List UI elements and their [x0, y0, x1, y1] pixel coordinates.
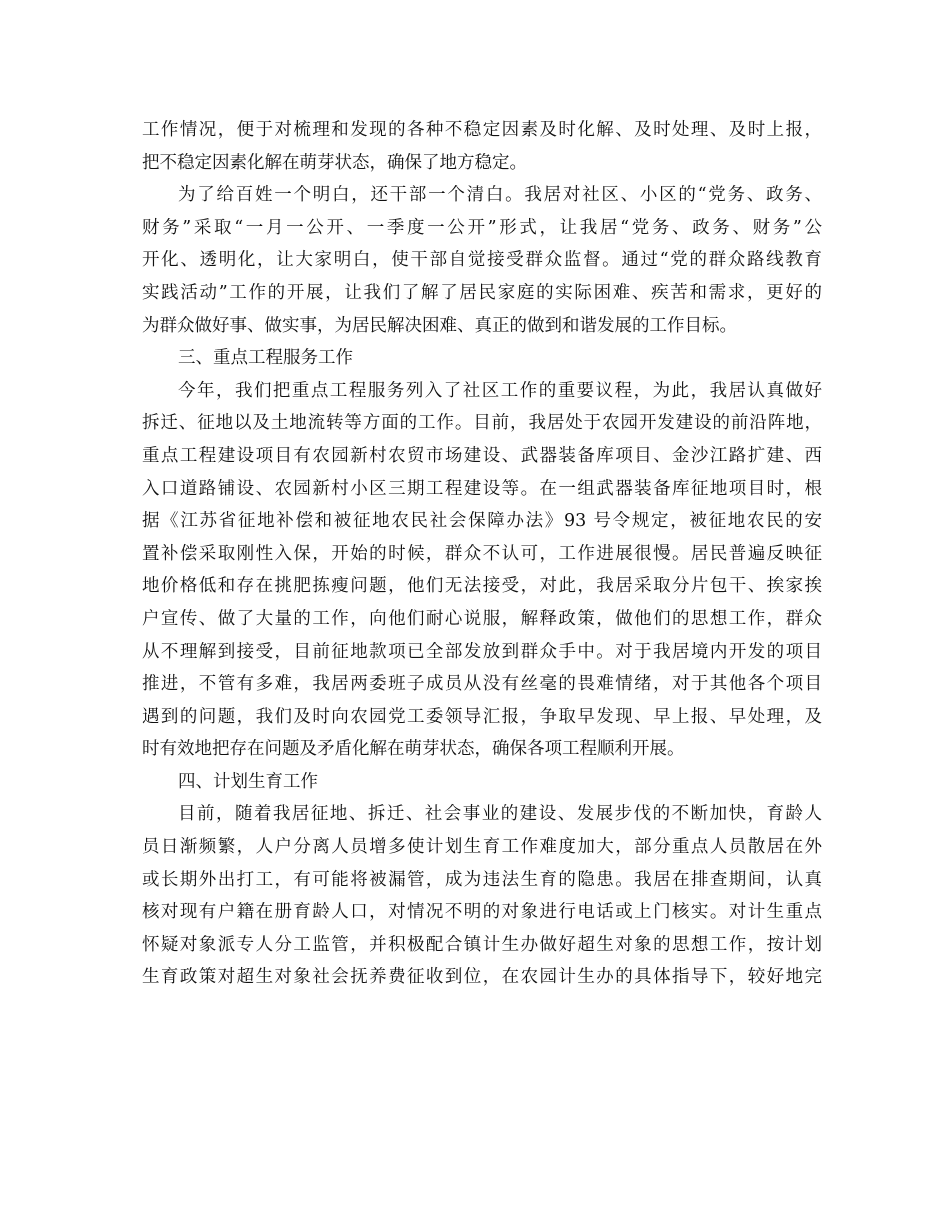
text-line: 工作情况，便于对梳理和发现的各种不稳定因素及时化解、及时处理、及时上报， — [142, 120, 822, 140]
text-line: 据《江苏省征地补偿和被征地农民社会保障办法》93 号令规定，被征地农民的安 — [142, 511, 822, 532]
section-heading: 三、重点工程服务工作 — [178, 348, 353, 369]
text-line: 遇到的问题，我们及时向农园党工委领导汇报，争取早发现、早上报、早处理，及 — [142, 706, 822, 727]
text-line: 置补偿采取刚性入保，开始的时候，群众不认可，工作进展很慢。居民普遍反映征 — [142, 543, 822, 564]
text-line: 时有效地把存在问题及矛盾化解在萌芽状态，确保各项工程顺利开展。 — [142, 739, 685, 760]
text-line: 户宣传、做了大量的工作，向他们耐心说服，解释政策，做他们的思想工作，群众 — [142, 608, 822, 629]
text-line: 重点工程建设项目有农园新村农贸市场建设、武器装备库项目、金沙江路扩建、西 — [142, 445, 822, 466]
text-line: 入口道路铺设、农园新村小区三期工程建设等。在一组武器装备库征地项目时，根 — [142, 478, 822, 499]
text-line: 怀疑对象派专人分工监管，并积极配合镇计生办做好超生对象的思想工作，按计划 — [142, 934, 822, 955]
text-line: 核对现有户籍在册育龄人口，对情况不明的对象进行电话或上门核实。对计生重点 — [142, 902, 822, 923]
text-line: 拆迁、征地以及土地流转等方面的工作。目前，我居处于农园开发建设的前沿阵地， — [142, 413, 822, 434]
text-line: 把不稳定因素化解在萌芽状态，确保了地方稳定。 — [142, 152, 527, 173]
text-line: 为了给百姓一个明白，还干部一个清白。我居对社区、小区的“党务、政务、 — [178, 185, 822, 206]
text-line: 财务”采取“一月一公开、一季度一公开”形式，让我居“党务、政务、财务”公 — [142, 217, 822, 238]
text-line: 员日渐频繁，人户分离人员增多使计划生育工作难度加大，部分重点人员散居在外 — [142, 837, 822, 858]
text-line: 为群众做好事、做实事，为居民解决困难、真正的做到和谐发展的工作目标。 — [142, 315, 737, 336]
text-line: 开化、透明化，让大家明白，使干部自觉接受群众监督。通过“党的群众路线教育 — [142, 250, 822, 271]
text-line: 推进，不管有多难，我居两委班子成员从没有丝毫的畏难情绪，对于其他各个项目 — [142, 674, 822, 695]
section-heading: 四、计划生育工作 — [178, 771, 318, 792]
text-line: 今年，我们把重点工程服务列入了社区工作的重要议程，为此，我居认真做好 — [178, 380, 822, 401]
text-line: 目前，随着我居征地、拆迁、社会事业的建设、发展步伐的不断加快，育龄人 — [178, 804, 822, 825]
text-line: 地价格低和存在挑肥拣瘦问题，他们无法接受，对此，我居采取分片包干、挨家挨 — [142, 576, 822, 597]
text-line: 或长期外出打工，有可能将被漏管，成为违法生育的隐患。我居在排查期间，认真 — [142, 869, 822, 890]
document-body — [142, 114, 822, 994]
text-line: 实践活动”工作的开展，让我们了解了居民家庭的实际困难、疾苦和需求，更好的 — [142, 282, 822, 303]
text-line: 从不理解到接受，目前征地款项已全部发放到群众手中。对于我居境内开发的项目 — [142, 641, 822, 662]
text-line: 生育政策对超生对象社会抚养费征收到位，在农园计生办的具体指导下，较好地完 — [142, 967, 822, 988]
